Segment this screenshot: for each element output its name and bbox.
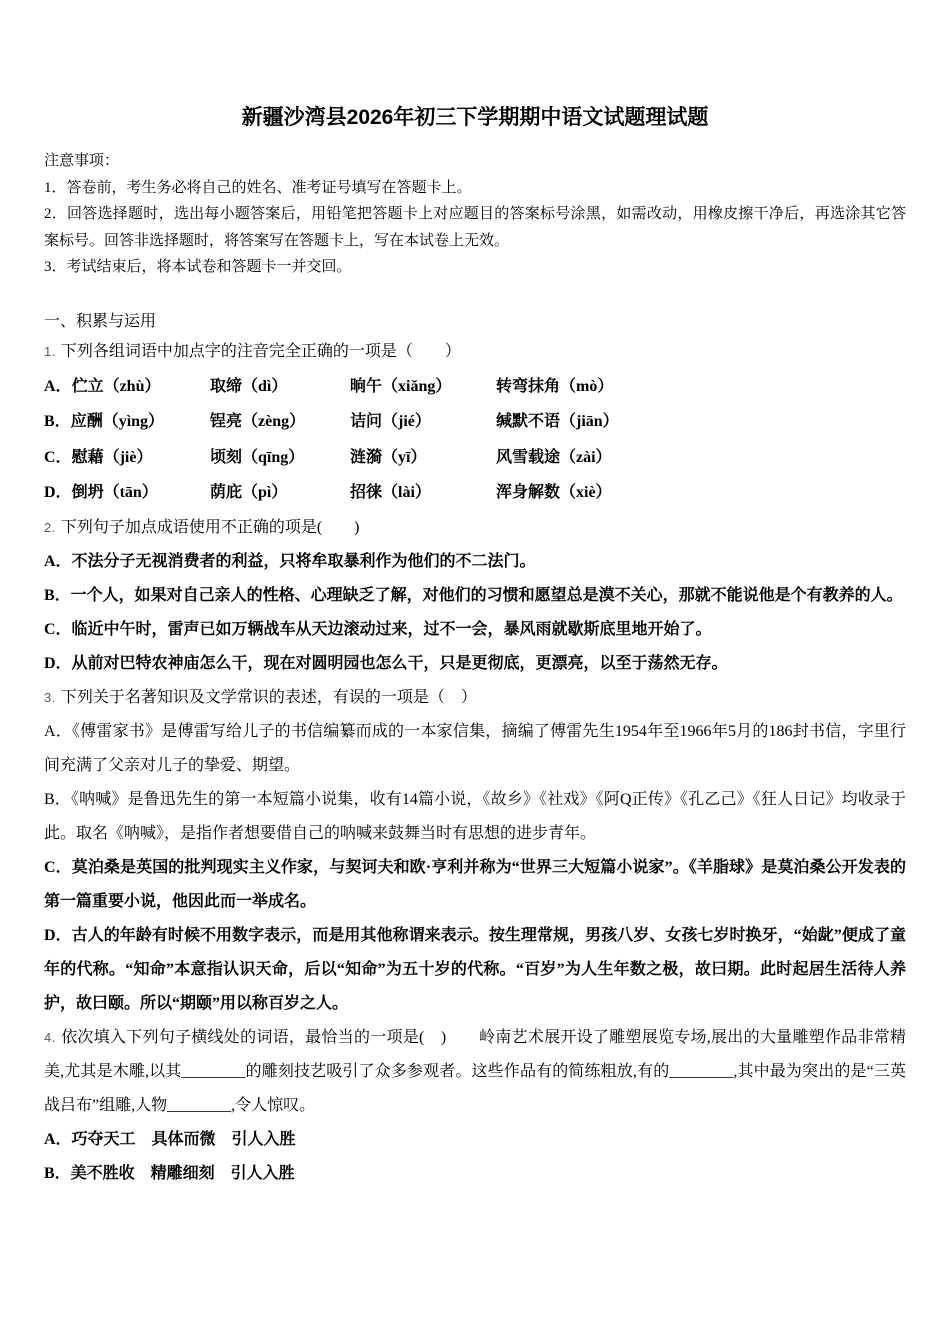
option-label: C． [44, 448, 72, 466]
question-3-stem [44, 681, 906, 715]
question-2-stem-text: 下列句子加点成语使用不正确的项是( ) [60, 518, 360, 536]
question-4-option-b: B．美不胜收 精雕细刻 引人入胜 [44, 1164, 295, 1182]
question-1-option-b [44, 404, 906, 440]
option-word: 应酬（yìng） [70, 413, 165, 430]
option-word: 转弯抹角（mò） [496, 377, 614, 395]
option-word: 荫庇（pì） [210, 484, 288, 501]
question-1-number: 1. [44, 343, 56, 359]
question-2-option-b: B．一个人，如果对自己亲人的性格、心理缺乏了解，对他们的习惯和愿望总是漠不关心，那就不能说他是个有教养的人。 [44, 586, 903, 604]
question-1-option-a [44, 369, 906, 405]
question-1-option-d [44, 475, 906, 511]
option-label: B． [44, 413, 71, 430]
question-4-option-a: A．巧夺天工 具体而微 引人入胜 [44, 1130, 296, 1148]
question-3-stem-text: 下列关于名著知识及文学常识的表述，有误的一项是（ ） [60, 688, 477, 706]
option-cell [44, 369, 206, 405]
option-cell [44, 475, 206, 511]
notice-section [44, 148, 906, 281]
option-label: D． [44, 484, 72, 501]
page-title: 新疆沙湾县2026年初三下学期期中语文试题理试题 [241, 106, 709, 129]
notice-heading: 注意事项： [44, 153, 120, 169]
question-3-option-b: B．《呐喊》是鲁迅先生的第一本短篇小说集，收有14篇小说，《故乡》《社戏》《阿Q正传》《孔乙己》《狂人日记》均收录于此。取名《呐喊》，是指作者想要借自己的呐喊来鼓舞当时有思想的进步青年。 [44, 790, 906, 842]
question-1-stem [44, 335, 906, 369]
question-4-number: 4. [44, 1029, 56, 1045]
notice-item-3: 3．考试结束后，将本试卷和答题卡一并交回。 [44, 259, 352, 275]
question-2-number: 2. [44, 519, 56, 535]
notice-item-2: 2．回答选择题时，选出每小题答案后，用铅笔把答题卡上对应题目的答案标号涂黑，如需改动，用橡皮擦干净后，再选涂其它答案标号。回答非选择题时，将答案写在答题卡上，写在本试卷上无效。 [44, 206, 906, 249]
section-heading: 一、积累与运用 [44, 312, 157, 330]
question-2-option-a: A．不法分子无视消费者的利益，只将牟取暴利作为他们的不二法门。 [44, 552, 536, 570]
notice-item-1: 1．答卷前，考生务必将自己的姓名、准考证号填写在答题卡上。 [44, 179, 472, 196]
option-word: 浑身解数（xiè） [496, 484, 612, 501]
option-cell [44, 404, 206, 440]
question-3-option-d: D．古人的年龄有时候不用数字表示，而是用其他称谓来表示。按生理常规，男孩八岁、女孩七岁时换牙，“始龀”便成了童年的代称。“知命”本意指认识天命，后以“知命”为五十岁的代称。“百岁”为人生年数之极，故曰期。此时起居生活待人养护，故曰颐。所以“期颐”用以称百岁之人。 [44, 926, 906, 1012]
question-3-number: 3. [44, 689, 56, 705]
option-word: 慰藉（jiè） [71, 448, 153, 466]
question-1-option-c [44, 440, 906, 476]
question-4-stem-text: 依次填入下列句子横线处的词语，最恰当的一项是( ) 岭南艺术展开设了雕塑展览专场,展出的大量雕塑作品非常精美,尤其是木雕,以其________的雕刻技艺吸引了众多参观者。这些作品有的简练粗放,有的________,其中最为突出的是“三英战吕布”组雕,人物________,令人惊叹。 [44, 1028, 906, 1114]
question-3-option-c: C．莫泊桑是英国的批判现实主义作家，与契诃夫和欧·亨利并称为“世界三大短篇小说家”。《羊脂球》是莫泊桑公开发表的第一篇重要小说，他因此而一举成名。 [44, 858, 906, 910]
question-2-stem [44, 511, 906, 545]
option-label: A． [44, 377, 72, 395]
option-word: 锃亮（zèng） [210, 413, 306, 430]
option-word: 缄默不语（jiān） [496, 413, 619, 430]
question-1-stem-text: 下列各组词语中加点字的注音完全正确的一项是（ ） [60, 342, 461, 360]
option-word: 招徕（lài） [350, 484, 431, 501]
question-4-stem [44, 1021, 906, 1123]
option-word: 顷刻（qīng） [210, 448, 305, 466]
option-word: 晌午（xiǎng） [350, 377, 452, 395]
option-word: 风雪载途（zài） [496, 448, 612, 466]
option-word: 取缔（dì） [210, 377, 288, 395]
question-3-option-a: A．《傅雷家书》是傅雷写给儿子的书信编纂而成的一本家信集，摘编了傅雷先生1954年至1966年5月的186封书信，字里行间充满了父亲对儿子的挚爱、期望。 [44, 722, 906, 774]
option-word: 涟漪（yī） [350, 448, 427, 466]
option-word: 伫立（zhù） [71, 377, 161, 395]
option-word: 诘问（jié） [350, 413, 431, 430]
option-cell [44, 440, 206, 476]
option-word: 倒坍（tān） [71, 484, 158, 501]
question-2-option-c: C．临近中午时，雷声已如万辆战车从天边滚动过来，过不一会，暴风雨就歇斯底里地开始了。 [44, 620, 712, 638]
question-2-option-d: D．从前对巴特农神庙怎么干，现在对圆明园也怎么干，只是更彻底，更漂亮，以至于荡然无存。 [44, 654, 728, 672]
